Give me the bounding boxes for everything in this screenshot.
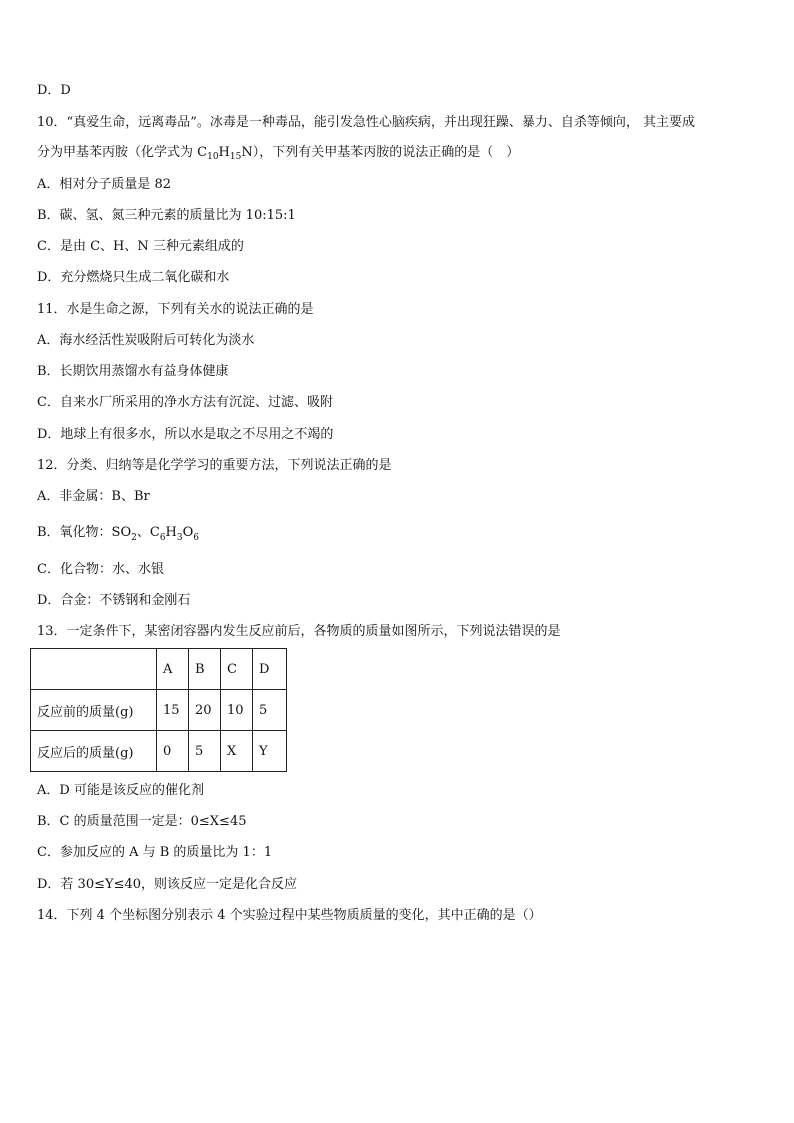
q12-option-a: A．非金属：B、Br — [37, 489, 150, 504]
q10-h: H — [218, 145, 230, 160]
q11-option-d: D．地球上有很多水，所以水是取之不尽用之不竭的 — [37, 427, 334, 442]
q11-option-b: B．长期饮用蒸馏水有益身体健康 — [37, 364, 229, 379]
table-cell: 5 — [253, 690, 287, 731]
mass-table — [30, 648, 287, 772]
q11-option-a: A．海水经活性炭吸附后可转化为淡水 — [37, 333, 255, 348]
table-cell: 10 — [221, 690, 253, 731]
table-cell: 15 — [157, 690, 189, 731]
table-cell: 20 — [189, 690, 221, 731]
q10-stem-after: N），下列有关甲基苯丙胺的说法正确的是（ ） — [241, 145, 520, 160]
q12-sub-1: 2 — [131, 533, 137, 543]
q13-option-a: A．D 可能是该反应的催化剂 — [37, 783, 204, 798]
table-cell: A — [157, 649, 189, 690]
table-cell: 0 — [157, 731, 189, 772]
q9-option-d: D．D — [37, 83, 71, 98]
q12-option-b-sep: 、C — [136, 525, 160, 540]
table-cell: B — [189, 649, 221, 690]
q13-option-d: D．若 30≤Y≤40，则该反应一定是化合反应 — [37, 877, 298, 892]
q12-stem: 12．分类、归纳等是化学学习的重要方法，下列说法正确的是 — [37, 458, 392, 473]
q10-option-c: C．是由 C、H、N 三种元素组成的 — [37, 239, 244, 254]
q12-option-b — [37, 524, 199, 542]
table-cell — [31, 649, 157, 690]
table-cell: 反应前的质量(g) — [31, 690, 157, 731]
q13-option-c: C．参加反应的 A 与 B 的质量比为 1：1 — [37, 845, 273, 860]
q12-sub-2: 6 — [159, 533, 166, 543]
q13-stem: 13．一定条件下，某密闭容器内发生反应前后，各物质的质量如图所示，下列说法错误的是 — [37, 624, 561, 639]
q10-sub-c: 10 — [207, 152, 219, 162]
q12-sub-3: 3 — [176, 533, 183, 543]
q10-stem-before: 分为甲基苯丙胺（化学式为 C — [37, 145, 208, 160]
table-header-row — [31, 649, 287, 690]
q11-option-c: C．自来水厂所采用的净水方法有沉淀、过滤、吸附 — [37, 395, 333, 410]
q10-stem-line2 — [37, 144, 519, 162]
table-row — [31, 690, 287, 731]
table-row — [31, 731, 287, 772]
table-cell: Y — [253, 731, 287, 772]
table-cell: 反应后的质量(g) — [31, 731, 157, 772]
table-cell: 5 — [189, 731, 221, 772]
q12-sub-4: 6 — [193, 533, 200, 543]
table-cell: D — [253, 649, 287, 690]
q10-option-b: B．碳、氢、氮三种元素的质量比为 10:15:1 — [37, 208, 296, 223]
q11-stem: 11．水是生命之源，下列有关水的说法正确的是 — [37, 302, 314, 317]
q10-option-a: A．相对分子质量是 82 — [37, 177, 172, 192]
q12-option-b-o: O — [182, 525, 194, 540]
q12-option-b-prefix: B．氧化物：SO — [37, 525, 132, 540]
q12-option-b-h: H — [165, 525, 177, 540]
q12-option-d: D．合金：不锈钢和金刚石 — [37, 593, 191, 608]
table-cell: X — [221, 731, 253, 772]
q14-stem: 14．下列 4 个坐标图分别表示 4 个实验过程中某些物质质量的变化，其中正确的是（） — [37, 908, 542, 923]
q13-option-b: B．C 的质量范围一定是：0≤X≤45 — [37, 814, 247, 829]
q10-option-d: D．充分燃烧只生成二氧化碳和水 — [37, 270, 230, 285]
q10-sub-h: 15 — [229, 152, 242, 162]
q10-stem-line1: 10．“真爱生命，远离毒品”。冰毒是一种毒品，能引发急性心脑疾病，并出现狂躁、暴力、自杀等倾向， 其主要成 — [37, 115, 695, 130]
q12-option-c: C．化合物：水、水银 — [37, 562, 164, 577]
table-cell: C — [221, 649, 253, 690]
